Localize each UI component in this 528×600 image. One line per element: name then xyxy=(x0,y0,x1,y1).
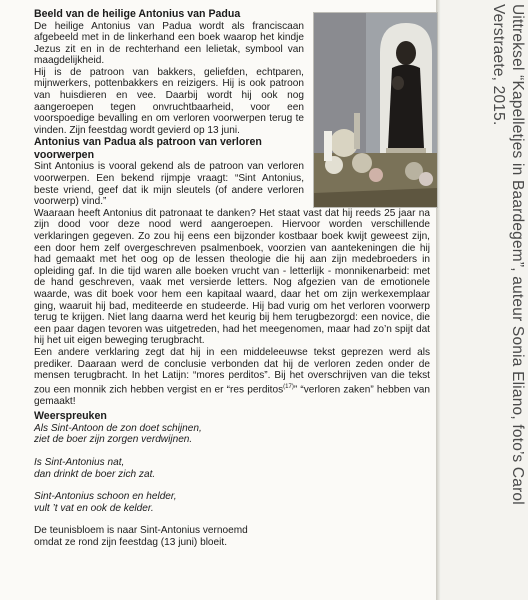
paragraph: Sint Antonius is vooral gekend als de patroon van verloren voorwerpen. Een bekend rijmpje vraagt: “Sint Antonius, beste vriend, geef dat ik mijn sleutels (of andere verloren voorwerp) vind.” xyxy=(34,161,304,208)
footnote-ref: (17) xyxy=(283,383,294,390)
verse-line: Is Sint-Antonius nat, xyxy=(34,456,125,468)
paragraph-text: ” “verloren zaken” hebben van gemaakt! xyxy=(34,384,430,407)
caption-line: Uittreksel “Kapelletjes in Baardegem”, auteur Sonia Eliano, foto’s Carol xyxy=(509,4,526,505)
paragraph: Waaraan heeft Antonius dit patronaat te danken? Het staat vast dat hij reeds 25 jaar na zijn dood voor deze nood werd aangeroepen. Hiervoor worden verschillende verklaringen gegeven. Zo zou hij eens een bijzonder kostbaar boek kwijt geweest zijn, een door hem zelf overgeschreven psalmenboek, voorzien van aantekeningen die hij had gemaakt met het oog op de lessen theologie die hij aan zijn medebroeders in opleiding gaf. In die tijd waren alle boeken vrucht van - letterlijk - monnikenarbeid: met de hand geschreven, vaak met versierde letters. Nog afgezien van de emotionele waarde, was dit boek voor hem een kapitaal waard, daar het om zijn werkexemplaar ging, waaruit hij bad, mediteerde en studeerde. Hij bad vurig om het verloren voorwerp terug te krijgen. Niet lang daarna werd het keurig bij hem terugbezorgd: een novice, die een paar dagen tevoren was uitgetreden, had het meegenomen, maar had zo’n spijt dat hij het uit eigen beweging terugbracht. xyxy=(34,207,430,347)
caption-line: Verstraete, 2015. xyxy=(490,4,507,126)
verse xyxy=(34,423,430,446)
closing-line: De teunisbloem is naar Sint-Antonius vernoemd xyxy=(34,525,248,537)
verse-line: ziet de boer zijn zorgen verdwijnen. xyxy=(34,434,193,446)
verse xyxy=(34,491,430,514)
verse-line: Sint-Antonius schoon en helder, xyxy=(34,491,177,503)
section-title-patron: Antonius van Padua als patroon van verloren voorwerpen xyxy=(34,136,262,161)
paragraph: De heilige Antonius van Padua wordt als franciscaan afgebeeld met in de linkerhand een boek waarop het kindje Jezus zit en in de rechterhand een lelietak, symbool van maagdelijkheid. xyxy=(34,20,304,67)
paragraph xyxy=(34,347,430,407)
paragraph-text: Een andere verklaring zegt dat hij in een middeleeuwse tekst geprezen werd als prediker. Daaraan werd de conclusie verbonden dat hij de verloren zeden onder de mensen terugbracht. In het Latijn: “mores perditos”. Bij het overschrijven van die tekst zou een monnik zich hebben vergist en er “res perditos xyxy=(34,346,430,396)
article xyxy=(34,8,430,549)
verse xyxy=(34,457,430,480)
section-title-sayings: Weerspreuken xyxy=(34,410,107,423)
section-title-image: Beeld van de heilige Antonius van Padua xyxy=(34,8,241,20)
verse-line: Als Sint-Antoon de zon doet schijnen, xyxy=(34,422,202,434)
paragraph: Hij is de patroon van bakkers, geliefden, echtparen, mijnwerkers, pottenbakkers en reizigers. Hij is ook patroon van huisdieren en vee. Daarbij wordt hij ook nog aangeroepen tegen onvruchtbaarheid, voor een voorspoedige bevalling en om verloren voorwerpen terug te vinden. Zijn feestdag wordt gevierd op 13 juni. xyxy=(34,66,304,136)
verse-line: vult ’t vat en ook de kelder. xyxy=(34,502,154,514)
verse-line: dan drinkt de boer zich zat. xyxy=(34,468,156,480)
closing-note xyxy=(34,525,430,548)
photo-credit-caption xyxy=(445,4,527,596)
closing-line: omdat ze rond zijn feestdag (13 juni) bloeit. xyxy=(34,536,228,548)
